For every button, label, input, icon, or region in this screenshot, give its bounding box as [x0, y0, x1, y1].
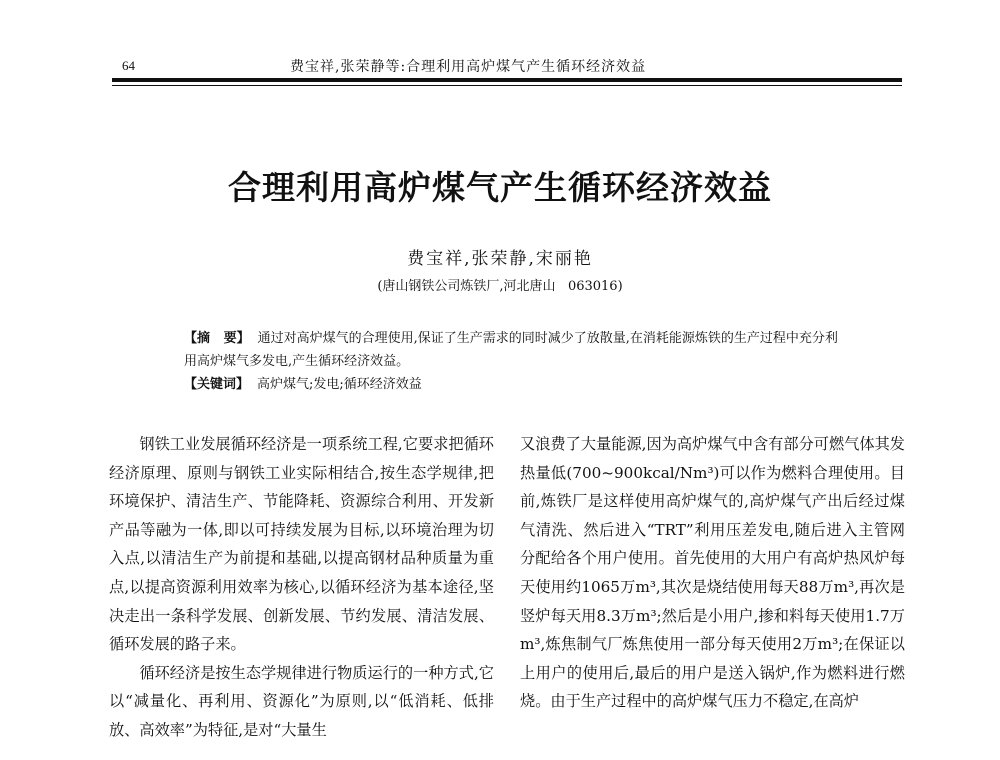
- keywords-label: 【关键词】: [184, 377, 250, 392]
- body-paragraph: 又浪费了大量能源,因为高炉煤气中含有部分可燃气体其发热量低(700~900kcal/Nm³)可以作为燃料合理使用。目前,炼铁厂是这样使用高炉煤气的,高炉煤气产出后经过煤气清洗、然后进入“TRT”利用压差发电,随后进入主管网分配给各个用户使用。首先使用的大用户有高炉热风炉每天使用约1065万m³,其次是烧结使用每天88万m³,再次是竖炉每天用8.3万m³;然后是小用户,掺和料每天使用1.7万m³,炼焦制气厂炼焦使用一部分每天使用2万m³;在保证以上用户的使用后,最后的用户是送入锅炉,作为燃料进行燃烧。由于生产过程中的高炉煤气压力不稳定,在高炉: [520, 435, 905, 711]
- header-rule-thick: [112, 78, 902, 82]
- body-paragraph: 循环经济是按生态学规律进行物质运行的一种方式,它以“减量化、再利用、资源化”为原则,以“低消耗、低排放、高效率”为特征,是对“大量生: [109, 663, 494, 739]
- abstract: [160, 327, 850, 373]
- abstract-text: 通过对高炉煤气的合理使用,保证了生产需求的同时减少了放散量,在消耗能源炼铁的生产过程中充分利用高炉煤气多发电,产生循环经济效益。: [184, 331, 838, 369]
- keywords-text: 高炉煤气;发电;循环经济效益: [257, 377, 422, 392]
- article-title: 合理利用高炉煤气产生循环经济效益: [228, 168, 772, 207]
- authors: 费宝祥,张荣静,宋丽艳: [407, 249, 593, 269]
- header-rule-thin: [112, 85, 902, 86]
- affiliation: (唐山钢铁公司炼铁厂,河北唐山 063016): [377, 279, 623, 294]
- running-head: 费宝祥,张荣静等:合理利用高炉煤气产生循环经济效益: [290, 59, 647, 75]
- abstract-label: 【摘 要】: [184, 331, 250, 346]
- body-right-column: [520, 430, 905, 716]
- body-paragraph: 钢铁工业发展循环经济是一项系统工程,它要求把循环经济原理、原则与钢铁工业实际相结合,按生态学规律,把环境保护、清洁生产、节能降耗、资源综合利用、开发新产品等融为一体,即以可持续发展为目标,以环境治理为切入点,以清洁生产为前提和基础,以提高钢材品种质量为重点,以提高资源利用效率为核心,以循环经济为基本途径,坚决走出一条科学发展、创新发展、节约发展、清洁发展、循环发展的路子来。: [109, 435, 494, 654]
- page-number: 64: [122, 58, 135, 73]
- keywords: [160, 373, 850, 396]
- body-left-column: [109, 430, 494, 745]
- abstract-block: [160, 327, 850, 396]
